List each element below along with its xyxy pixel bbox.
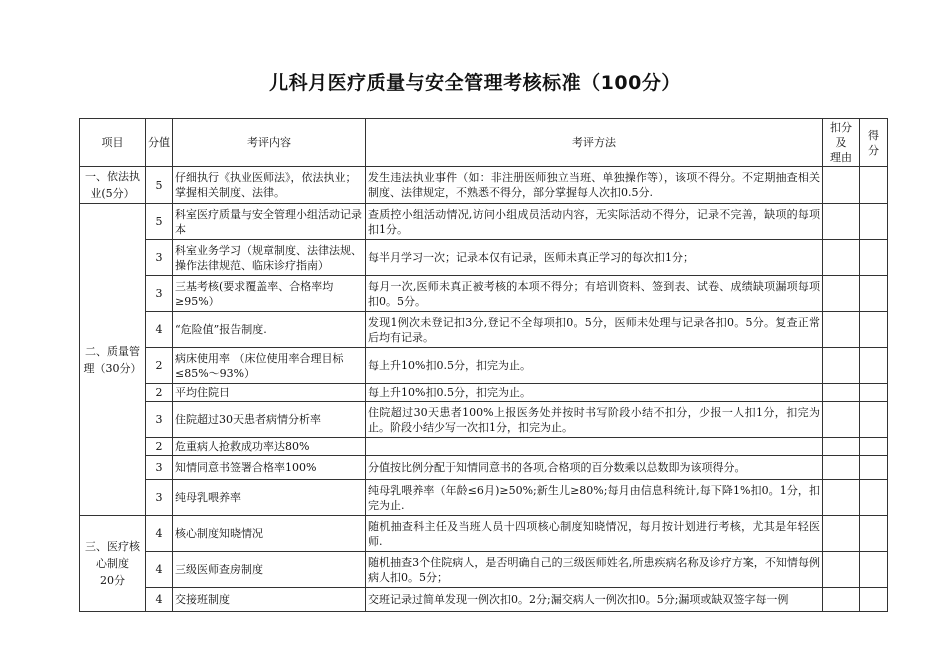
content-cell: 三级医师查房制度 <box>173 552 366 588</box>
obtained-cell <box>860 588 888 612</box>
content-cell: 平均住院日 <box>173 384 366 402</box>
header-score: 分值 <box>146 119 173 167</box>
content-cell: 仔细执行《执业医师法》，依法执业；掌握相关制度、法律。 <box>173 167 366 204</box>
deduction-cell <box>823 384 860 402</box>
score-cell: 2 <box>146 348 173 384</box>
method-cell: 每月一次,医师未真正被考核的本项不得分；有培训资料、签到表、试卷、成绩缺项漏项每项扣0。5分。 <box>366 276 823 312</box>
deduction-cell <box>823 438 860 456</box>
score-cell: 5 <box>146 167 173 204</box>
content-cell: 病床使用率 （床位使用率合理目标≤85%～93%） <box>173 348 366 384</box>
table-row <box>80 384 888 402</box>
content-cell: 核心制度知晓情况 <box>173 516 366 552</box>
obtained-cell <box>860 204 888 240</box>
score-cell: 4 <box>146 312 173 348</box>
score-cell: 5 <box>146 204 173 240</box>
table-header-row <box>80 119 888 167</box>
table-row <box>80 348 888 384</box>
method-cell: 住院超过30天患者100%上报医务处并按时书写阶段小结不扣分，少报一人扣1分，扣完为止。阶段小结少写一次扣1分，扣完为止。 <box>366 402 823 438</box>
table-row <box>80 456 888 480</box>
score-cell: 4 <box>146 552 173 588</box>
content-cell: 科室业务学习（规章制度、法律法规、操作法律规范、临床诊疗指南） <box>173 240 366 276</box>
content-cell: 科室医疗质量与安全管理小组活动记录本 <box>173 204 366 240</box>
method-cell: 每上升10%扣0.5分，扣完为止。 <box>366 348 823 384</box>
score-cell: 4 <box>146 516 173 552</box>
obtained-cell <box>860 480 888 516</box>
content-cell: 知情同意书签署合格率100% <box>173 456 366 480</box>
score-cell: 3 <box>146 402 173 438</box>
deduction-cell <box>823 402 860 438</box>
content-cell: “危险值”报告制度. <box>173 312 366 348</box>
deduction-cell <box>823 552 860 588</box>
method-cell: 每上升10%扣0.5分，扣完为止。 <box>366 384 823 402</box>
table-row <box>80 204 888 240</box>
method-cell: 发现1例次未登记扣3分,登记不全每项扣0。5分，医师未处理与记录各扣0。5分。复查正常后均有记录。 <box>366 312 823 348</box>
score-cell: 2 <box>146 438 173 456</box>
deduction-cell <box>823 456 860 480</box>
header-obtained: 得 分 <box>860 119 888 167</box>
deduction-cell <box>823 167 860 204</box>
deduction-cell <box>823 276 860 312</box>
deduction-cell <box>823 312 860 348</box>
table-row <box>80 402 888 438</box>
obtained-cell <box>860 456 888 480</box>
category-cell: 三、医疗核 心制度 20分 <box>80 516 146 612</box>
deduction-cell <box>823 240 860 276</box>
table-row <box>80 240 888 276</box>
method-cell <box>366 438 823 456</box>
method-cell: 纯母乳喂养率（年龄≤6月)≥50%;新生儿≥80%;每月由信息科统计,每下降1%扣0。1分，扣完为止. <box>366 480 823 516</box>
obtained-cell <box>860 348 888 384</box>
content-cell: 交接班制度 <box>173 588 366 612</box>
obtained-cell <box>860 312 888 348</box>
category-cell: 二、质量管 理（30分） <box>80 204 146 516</box>
method-cell: 分值按比例分配于知情同意书的各项,合格项的百分数乘以总数即为该项得分。 <box>366 456 823 480</box>
table-row <box>80 312 888 348</box>
deduction-cell <box>823 204 860 240</box>
score-cell: 3 <box>146 456 173 480</box>
score-cell: 3 <box>146 276 173 312</box>
header-item: 项目 <box>80 119 146 167</box>
header-method: 考评方法 <box>366 119 823 167</box>
assessment-table <box>79 118 888 612</box>
deduction-cell <box>823 480 860 516</box>
score-cell: 3 <box>146 240 173 276</box>
obtained-cell <box>860 552 888 588</box>
table-row <box>80 480 888 516</box>
obtained-cell <box>860 516 888 552</box>
obtained-cell <box>860 438 888 456</box>
score-cell: 3 <box>146 480 173 516</box>
table-row <box>80 438 888 456</box>
deduction-cell <box>823 516 860 552</box>
method-cell: 随机抽查科主任及当班人员十四项核心制度知晓情况，每月按计划进行考核，尤其是年轻医师. <box>366 516 823 552</box>
content-cell: 住院超过30天患者病情分析率 <box>173 402 366 438</box>
obtained-cell <box>860 240 888 276</box>
method-cell: 随机抽查3个住院病人，是否明确自己的三级医师姓名,所患疾病名称及诊疗方案，不知情每例病人扣0。5分； <box>366 552 823 588</box>
method-cell: 每半月学习一次；记录本仅有记录，医师未真正学习的每次扣1分； <box>366 240 823 276</box>
category-cell: 一、依法执 业(5分） <box>80 167 146 204</box>
deduction-cell <box>823 588 860 612</box>
score-cell: 2 <box>146 384 173 402</box>
method-cell: 交班记录过简单发现一例次扣0。2分;漏交病人一例次扣0。5分;漏项或缺双签字每一例 <box>366 588 823 612</box>
obtained-cell <box>860 167 888 204</box>
table-row <box>80 167 888 204</box>
obtained-cell <box>860 402 888 438</box>
table-row <box>80 552 888 588</box>
deduction-cell <box>823 348 860 384</box>
score-cell: 4 <box>146 588 173 612</box>
table-row <box>80 276 888 312</box>
table-row <box>80 516 888 552</box>
content-cell: 危重病人抢救成功率达80% <box>173 438 366 456</box>
header-content: 考评内容 <box>173 119 366 167</box>
table-row <box>80 588 888 612</box>
content-cell: 三基考核(要求覆盖率、合格率均≥95%） <box>173 276 366 312</box>
header-deduction: 扣分及 理由 <box>823 119 860 167</box>
obtained-cell <box>860 384 888 402</box>
obtained-cell <box>860 276 888 312</box>
method-cell: 查质控小组活动情况,访问小组成员活动内容，无实际活动不得分，记录不完善，缺项的每项扣1分。 <box>366 204 823 240</box>
method-cell: 发生违法执业事件（如：非注册医师独立当班、单独操作等），该项不得分。不定期抽查相关制度、法律规定，不熟悉不得分，部分掌握每人次扣0.5分. <box>366 167 823 204</box>
document-title: 儿科月医疗质量与安全管理考核标准（100分） <box>269 72 681 94</box>
content-cell: 纯母乳喂养率 <box>173 480 366 516</box>
